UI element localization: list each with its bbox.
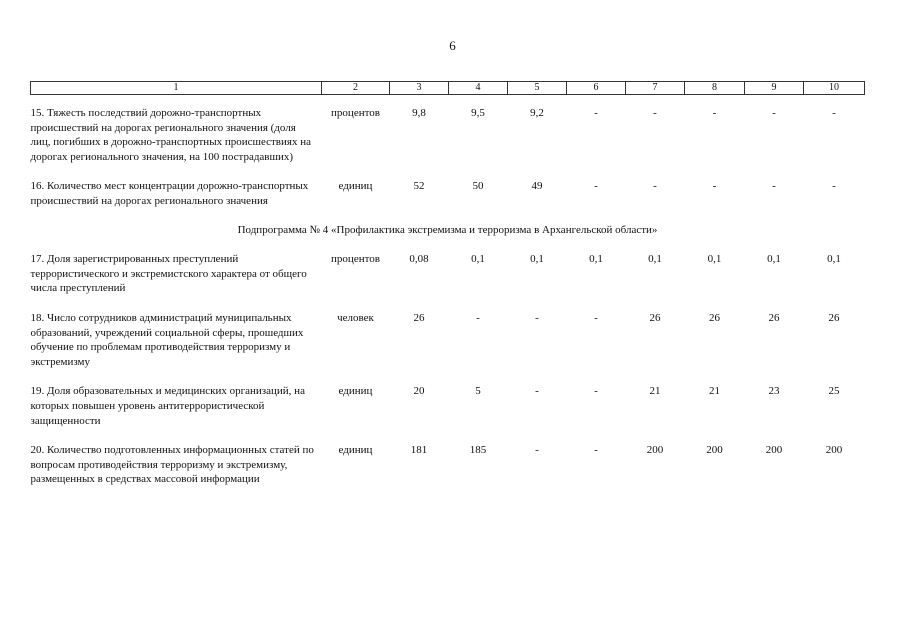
indicator-value: 0,1 [530, 253, 544, 266]
indicator-unit: единиц [338, 180, 373, 193]
column-header: 7 [626, 82, 685, 95]
indicator-description: 18. Число сотрудников администраций муниципальных образований, учреждений социальной сферы, прошедших обучение по проблемам противодействия терроризму и экстремизму [30, 311, 304, 368]
indicator-value: - [594, 385, 598, 398]
indicator-value: 49 [531, 180, 543, 193]
table-row [31, 179, 865, 208]
column-header: 3 [390, 82, 449, 95]
indicator-unit: человек [337, 311, 374, 324]
indicator-description: 17. Доля зарегистрированных преступлений террористического и экстремистского характера от общего числа преступлений [30, 253, 307, 295]
indicator-value: 26 [413, 311, 425, 324]
indicator-value: 23 [768, 385, 780, 398]
indicator-value: 20 [413, 385, 425, 398]
indicator-value: 185 [469, 444, 487, 457]
indicator-value: - [712, 180, 717, 193]
indicator-value: - [772, 107, 776, 119]
indicator-value: 50 [472, 180, 484, 193]
indicator-value: - [653, 180, 657, 193]
column-header: 2 [322, 82, 390, 95]
indicators-table [30, 81, 865, 487]
indicator-value: 9,8 [412, 107, 426, 119]
column-header: 5 [508, 82, 567, 95]
indicator-value: - [535, 444, 539, 457]
indicator-value: - [712, 107, 717, 119]
column-header: 9 [745, 82, 804, 95]
indicator-value: 26 [768, 311, 780, 324]
indicator-unit: единиц [338, 385, 373, 398]
table-row [31, 252, 865, 296]
indicator-value: 9,5 [471, 107, 485, 119]
indicator-value: 25 [828, 385, 840, 398]
indicator-value: - [535, 311, 539, 324]
indicator-value: - [594, 180, 598, 193]
table-row [31, 443, 865, 487]
indicator-value: 52 [413, 180, 425, 193]
indicator-unit: единиц [338, 444, 373, 457]
indicator-value: - [832, 180, 836, 193]
indicator-value: - [476, 311, 480, 324]
indicator-unit: процентов [331, 107, 380, 119]
table-row [31, 311, 865, 369]
column-numbers-row [31, 82, 865, 95]
indicator-value: 26 [709, 311, 720, 324]
indicator-value: - [594, 107, 598, 119]
column-header: 1 [31, 82, 322, 95]
indicator-value: 200 [765, 444, 783, 457]
column-header: 10 [804, 82, 865, 95]
indicator-value: 200 [646, 444, 664, 457]
indicator-value: 0,1 [648, 253, 662, 266]
indicator-value: 26 [828, 311, 840, 324]
subprogram-title: Подпрограмма № 4 «Профилактика экстремизма и терроризма в Архангельской области» [237, 223, 658, 236]
page-number: 6 [449, 38, 456, 53]
subprogram-row [31, 223, 865, 238]
indicator-value: 0,1 [827, 253, 841, 266]
column-header: 6 [567, 82, 626, 95]
column-header: 4 [449, 82, 508, 95]
table-row [31, 384, 865, 428]
indicator-value: 0,1 [589, 253, 603, 266]
indicator-value: - [594, 311, 598, 324]
indicator-value: 181 [410, 444, 428, 457]
indicator-value: 0,1 [707, 253, 722, 266]
indicator-value: 200 [706, 444, 723, 457]
indicator-value: 0,08 [409, 253, 429, 266]
indicator-value: - [832, 107, 836, 119]
indicator-description: 20. Количество подготовленных информационных статей по вопросам противодействия терроризму и экстремизму, размещенных в средствах массовой информации [30, 444, 314, 486]
table-row [31, 95, 865, 165]
column-header: 8 [685, 82, 745, 95]
indicator-value: 0,1 [471, 253, 485, 266]
indicator-value: 21 [649, 385, 661, 398]
indicator-value: 0,1 [767, 253, 781, 266]
indicator-value: - [535, 385, 539, 398]
indicator-value: - [653, 107, 657, 119]
indicator-description: 16. Количество мест концентрации дорожно-транспортных происшествий на дорогах регионального значения [30, 180, 309, 207]
indicator-value: 5 [475, 385, 481, 398]
indicator-description: 15. Тяжесть последствий дорожно-транспортных происшествий на дорогах регионального значения (доля лиц, погибших в дорожно-транспортных происшествиях на дорогах регионального значения, на 100 пострадавших) [30, 107, 311, 163]
indicator-value: 21 [709, 385, 720, 398]
indicator-value: - [772, 180, 776, 193]
indicator-value: - [594, 444, 598, 457]
indicator-value: 9,2 [530, 107, 544, 119]
indicator-value: 200 [825, 444, 843, 457]
indicator-value: 26 [649, 311, 661, 324]
indicator-unit: процентов [331, 253, 380, 266]
indicator-description: 19. Доля образовательных и медицинских организаций, на которых повышен уровень антитеррористической защищенности [30, 385, 305, 427]
